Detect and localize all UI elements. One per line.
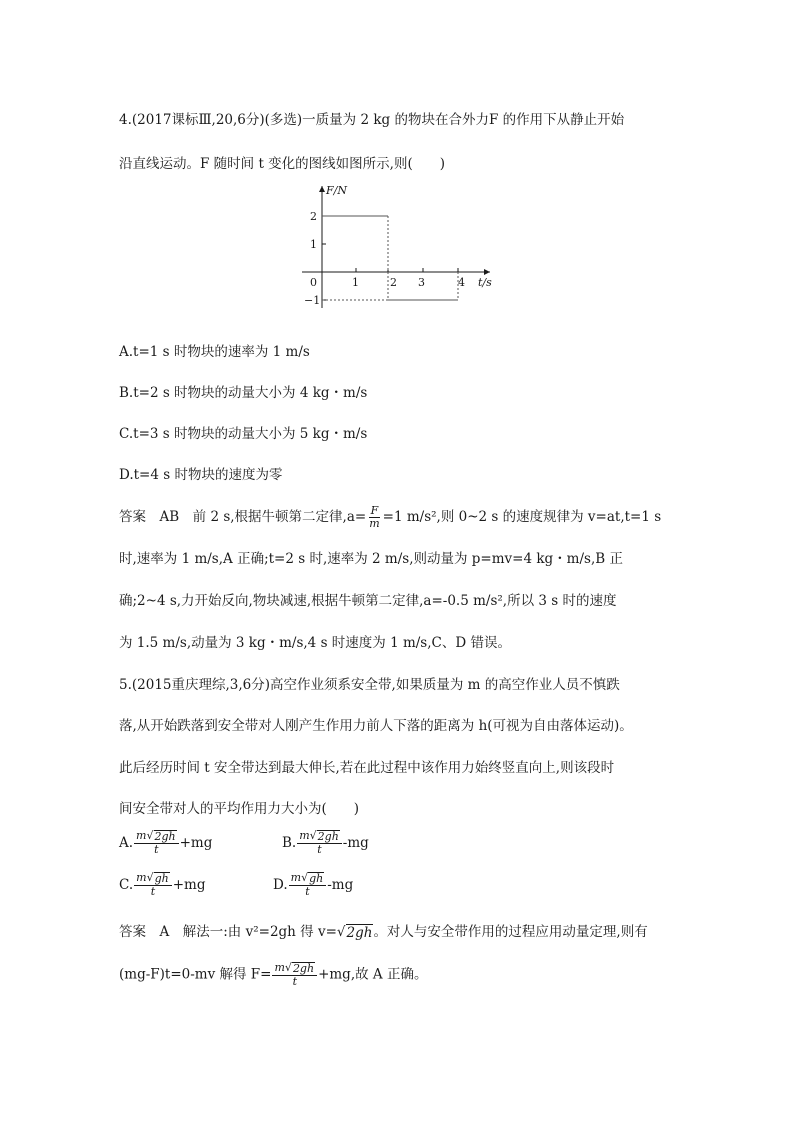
x-tick-3: 3 (418, 276, 425, 289)
y-tick-neg1: −1 (304, 294, 321, 307)
x-tick-1: 1 (352, 276, 359, 289)
q4-option-b: B.t=2 s 时物块的动量大小为 4 kg・m/s (119, 385, 368, 401)
q5-stem-line4: 间安全带对人的平均作用力大小为( ) (119, 801, 360, 817)
force-time-graph (292, 180, 502, 320)
y-tick-2: 2 (310, 210, 317, 223)
q4-stem-line2: 沿直线运动。F 随时间 t 变化的图线如图所示,则( ) (119, 156, 445, 172)
q4-option-c: C.t=3 s 时物块的动量大小为 5 kg・m/s (119, 426, 368, 442)
q4-answer-line3: 确;2~4 s,力开始反向,物块减速,根据牛顿第二定律,a=-0.5 m/s²,所以 3 s 时的速度 (119, 593, 617, 609)
q5-option-d: D. m√ gh t -mg (273, 871, 354, 899)
q4-answer-line1: 答案 AB 前 2 s,根据牛顿第二定律,a= $\frac{F}{m}$ =1 m/s²,则 0~2 s 的速度规律为 v=at,t=1 s (119, 504, 662, 531)
q5-stem-line3: 此后经历时间 t 安全带达到最大伸长,若在此过程中该作用力始终竖直向上,则该段时 (119, 760, 615, 776)
x-tick-2: 2 (390, 276, 397, 289)
q5-option-a: A. m√ 2gh t +mg (119, 829, 213, 857)
q4-stem-line1: 4.(2017课标Ⅲ,20,6分)(多选)一质量为 2 kg 的物块在合外力F 的作用下从静止开始 (119, 112, 625, 128)
fraction-f-over-m: $\frac{F}{m}$ (369, 504, 380, 531)
q4-answer-line2: 时,速率为 1 m/s,A 正确;t=2 s 时,速率为 2 m/s,则动量为 p=mv=4 kg・m/s,B 正 (119, 551, 623, 567)
x-tick-4: 4 (458, 276, 465, 289)
q5-answer-line1: 答案 A 解法一:由 v²=2gh 得 v=√ 2gh 。对人与安全带作用的过程应用动量定理,则有 (119, 924, 648, 941)
q5-stem-line2: 落,从开始跌落到安全带对人刚产生作用力前人下落的距离为 h(可视为自由落体运动)。 (119, 718, 633, 734)
q5-answer-line2: (mg-F)t=0-mv 解得 F= m√ 2gh t +mg,故 A 正确。 (119, 961, 428, 989)
q5-stem-line1: 5.(2015重庆理综,3,6分)高空作业须系安全带,如果质量为 m 的高空作业人员不慎跌 (119, 677, 620, 693)
y-tick-1: 1 (310, 238, 317, 251)
q5-option-c: C. m√ gh t +mg (119, 871, 206, 899)
q5-option-b: B. m√ 2gh t -mg (282, 829, 369, 857)
y-axis-label: F/N (326, 184, 347, 197)
q4-answer-line4: 为 1.5 m/s,动量为 3 kg・m/s,4 s 时速度为 1 m/s,C、D 错误。 (119, 635, 511, 651)
x-tick-0: 0 (310, 276, 317, 289)
q4-option-a: A.t=1 s 时物块的速率为 1 m/s (119, 344, 310, 360)
q4-option-d: D.t=4 s 时物块的速度为零 (119, 467, 283, 483)
x-axis-label: t/s (478, 276, 492, 289)
